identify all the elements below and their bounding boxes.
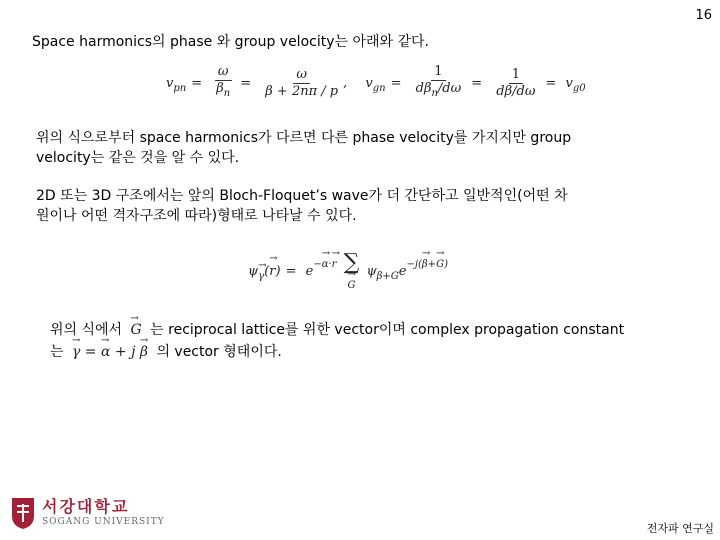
paragraph-4-line-2 (50, 342, 282, 362)
paragraph-4-text-d: 의 vector 형태이다. (156, 344, 282, 360)
paragraph-4-text-b: 는 reciprocal lattice를 위한 vector이며 complex propagation constant (150, 322, 625, 338)
paragraph-3-line-1: 2D 또는 3D 구조에서는 앞의 Bloch-Floquet’s wave가 더 간단하고 일반적인(어떤 차 (36, 188, 568, 204)
shield-icon (10, 496, 36, 530)
bloch-floquet-equation: $\psi\to _\gamma(\to r) = e^{-\to \alpha\cdot\to r}$ ∑ → G $\psi_{\beta+G}e^{-j(\to \beta+\to G)}$ (248, 252, 448, 291)
page-number: 16 (695, 8, 712, 23)
lab-name: 전자파 연구실 (646, 522, 714, 535)
paragraph-4-line-1 (50, 320, 624, 340)
gamma-vector-expression: → γ = → α + j → β (72, 344, 148, 360)
velocity-equation: $v_{pn}$ = $\frac{\omega}{\beta_n}$ = $\frac{\omega}{\beta + 2n\pi / p}$ , $v_{gn}$ = $\frac{1}{d\beta_n/d\omega}$ = $\frac{1}{d\beta/d\omega}$ = $v_{g0}$ (166, 64, 586, 99)
g-vector-symbol: → G (131, 320, 142, 340)
paragraph-4-text-a: 위의 식에서 (50, 322, 123, 338)
paragraph-4-text-c: 는 (50, 344, 64, 360)
logo-english-text: SOGANG UNIVERSITY (42, 517, 165, 527)
sogang-logo (10, 496, 165, 530)
paragraph-2-line-2: velocity는 같은 것을 알 수 있다. (36, 150, 240, 166)
paragraph-3-line-2: 원이나 어떤 격자구조에 따라)형태로 나타날 수 있다. (36, 208, 357, 224)
logo-korean-text: 서강대학교 (42, 497, 130, 516)
intro-line: Space harmonics의 phase 와 group velocity는 아래와 같다. (32, 34, 429, 50)
paragraph-2-line-1: 위의 식으로부터 space harmonics가 다르면 다른 phase velocity를 가지지만 group (36, 130, 572, 146)
